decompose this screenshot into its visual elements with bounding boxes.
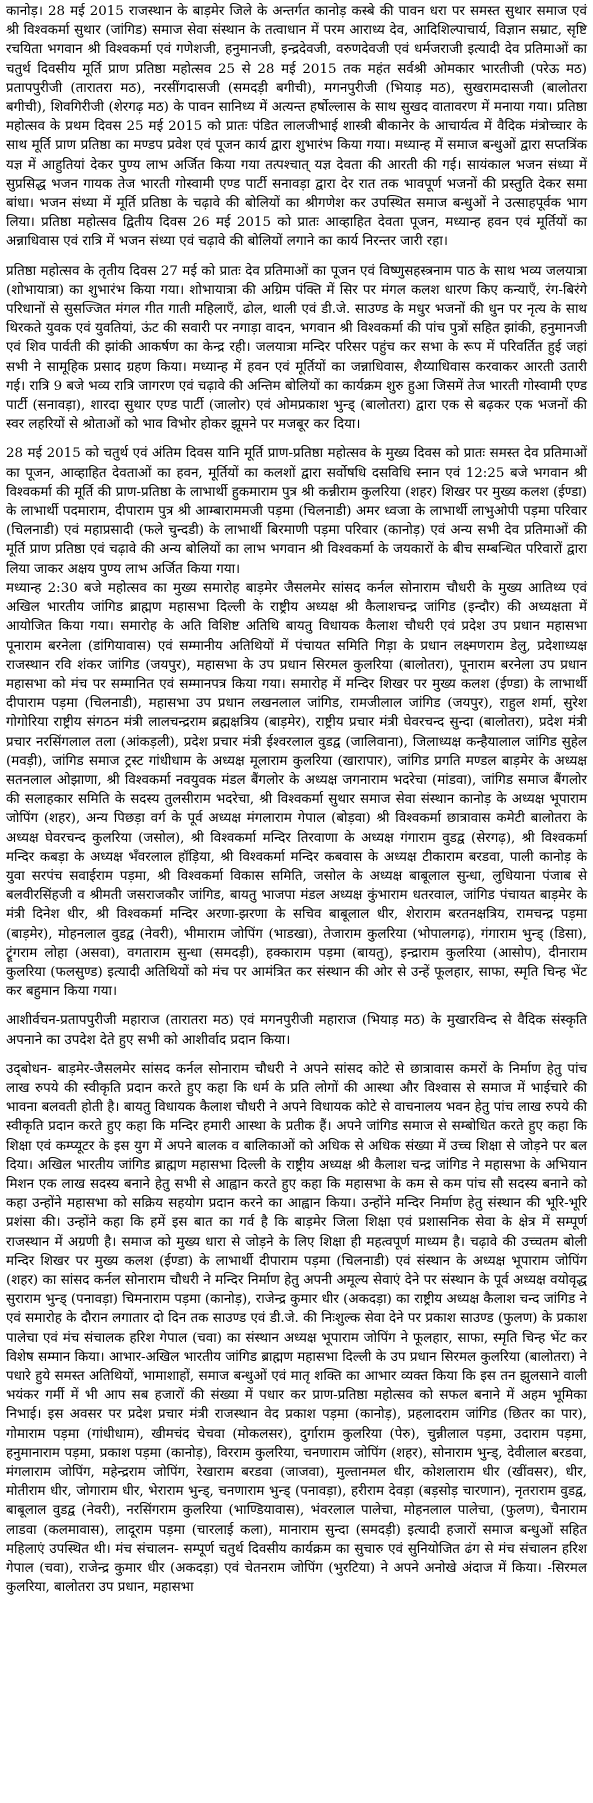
article-paragraph-procession: प्रतिष्ठा महोत्सव के तृतीय दिवस 27 मई को प्रातः देव प्रतिमाओं का पूजन एवं विष्णुसहस्त्रनाम पाठ के साथ भव्य जलयात्रा (शोभायात्रा) का शुभारंभ किया गया। शोभायात्रा की अग्रिम पंक्ति में सिर पर मंगल कलश धारण किए कन्याएँ, रंग-बिरंगे परिधानों से सुसज्जित मंगल गीत गाती महिलाएँ, ढोल, थाली एवं डी.जे. साउण्ड के मधुर भजनों की धुन पर नृत्य के साथ थिरकते युवक एवं युवतियां, ऊंट की सवारी पर नगाड़ा वादन, भगवान श्री विश्वकर्मा की पांच पुत्रों सहित झांकी, हनुमानजी एवं शिव पार्वती की झांकी आकर्षण का केन्द्र रही। जलयात्रा मन्दिर परिसर पहुंच कर सभा के रूप में परिवर्तित हुई जहां सभी ने सामूहिक प्रसाद ग्रहण किया। मध्यान्ह में हवन एवं मूर्तियों का जन्नाधिवास, शैय्याधिवास करवाकर आरती उतारी गई। रात्रि 9 बजे भव्य रात्रि जागरण एवं चढ़ावे की अन्तिम बोलियों का कार्यक्रम शुरु हुआ जिसमें तेज भारती गोस्वामी एण्ड पार्टी (सनावड़ा), शारदा सुथार एण्ड पार्टी (जालोर) एवं ओमप्रकाश भुन्ड्‌ (बालोतरा) द्वारा एक से बढ़कर एक भजनों की स्वर लहरियों से श्रोताओं को भाव विभोर होकर झूमने पर मजबूर कर दिया। [6, 263, 587, 433]
article-paragraph-main-day: 28 मई 2015 को चतुर्थ एवं अंतिम दिवस यानि मूर्ति प्राण-प्रतिष्ठा महोत्सव के मुख्य दिवस को प्रातः समस्त देव प्रतिमाओं का पूजन, आव्हाहित देवताओं का हवन, मूर्तियों का कलशों द्वारा सर्वोषधि दसविधि स्नान एवं 12:25 बजे भगवान श्री विश्वकर्मा की मूर्ति की प्राण-प्रतिष्ठा के लाभार्थी हुकमाराम पुत्र श्री कन्नीराम कुलरिया (शहर) शिखर पर मुख्य कलश (ईण्डा) के लाभार्थी पदमाराम, दीपाराम पुत्र श्री आम्बाराममजी पड़मा (चिलनाडी) अमर ध्वजा के लाभार्थी लाभुओपी पड़मा परिवार (चिलनाडी) एवं महाप्रसादी (फले चुन्दडी) के लाभार्थी बिरमाणी पड़मा परिवार (कानोड़) एवं अन्य सभी देव प्रतिमाओं की मूर्ति प्राण प्रतिष्ठा एवं चढ़ावे की अन्य बोलियों का लाभ भगवान श्री विश्वकर्मा के जयकारों के बीच सम्बन्धित परिवारों द्वारा लिया जाकर अक्षय पुण्य लाभ अर्जित किया गया। [6, 446, 587, 577]
article-paragraph-ceremony: मध्यान्ह 2:30 बजे महोत्सव का मुख्य समारोह बाड़मेर जैसलमेर सांसद कर्नल सोनाराम चौधरी के मुख्य आतिथ्य एवं अखिल भारतीय जांगिड ब्राह्मण महासभा दिल्ली के राष्ट्रीय अध्यक्ष श्री कैलाशचन्द्र जांगिड (इन्दौर) की अध्यक्षता में आयोजित किया गया। समारोह के अति विशिष्ट अतिथि बायतु विधायक कैलाश चौधरी एवं प्रदेश उप प्रधान महासभा पूनाराम बरनेला (डांगियावास) एवं सम्मानीय अतिथियों में पंचायत समिति गिड़ा के प्रधान लक्ष्मणराम डेलु, प्रदेशाध्यक्ष राजस्थान रवि शंकर जांगिड (जयपुर), महासभा के उप प्रधान सिरमल कुलरिया (बालोतरा), पूनाराम बरनेला उप प्रधान महासभा को मंच पर सम्मानित एवं सम्मानपत्र किया गया। समारोह में मन्दिर शिखर पर मुख्य कलश (ईण्डा) के लाभार्थी दीपाराम पड़मा (चिलनाडी), महासभा उप प्रधान लखनलाल जांगिड, रामजीलाल जांगिड (जयपुर), राहुल शर्मा, सुरेश गोगोरिया राष्ट्रीय संगठन मंत्री लालचन्द्रराम ब्रह्मक्षत्रिय (बाड़मेर), राष्ट्रीय प्रचार मंत्री घेवरचन्द सुन्दा (बालोतरा), प्रदेश मंत्री प्रचार नरसिंगलाल तला (आंकड़ली), प्रदेश प्रचार मंत्री ईश्वरलाल वुडद्व (जालिवाना), जिलाध्यक्ष कन्हैयालाल जांगिड सुहेल (मवड़ी), जांगिड समाज ट्रस्ट गांधीधाम के अध्यक्ष मूलाराम कुलरिया (खारापार), जांगिड प्रगति मण्डल बाड़मेर के अध्यक्ष सतनलाल ओझाणा, श्री विश्वकर्मा नवयुवक मंडल बैंगलोर के अध्यक्ष जगनाराम भदरेचा (मांडवा), जांगिड समाज बैंगलोर की सलाहकार समिति के सदस्य तुलसीराम भदरेचा, श्री विश्वकर्मा सुथार समाज सेवा संस्थान कानोड़ के अध्यक्ष भूपाराम जोपिंग (शहर), अन्य पिछड़ा वर्ग के पूर्व अध्यक्ष मंगलाराम गेपाल (बोड़वा) श्री विश्वकर्मा छात्रावास कमेटी बालोतरा के अध्यक्ष घेवरचन्द कुलरिया (जसोल), श्री विश्वकर्मा मन्दिर तिरवाणा के अध्यक्ष गंगाराम वुडद्व (सेरगढ़), श्री विश्वकर्मा मन्दिर कबड़ा के अध्यक्ष भँवरलाल हॉड़िया, श्री विश्वकर्मा मन्दिर कबवास के अध्यक्ष टीकाराम बरडवा, पाली कानोड़ के युवा सरपंच सवाईराम पड़मा, श्री विश्वकर्मा विकास समिति, जसोल के अध्यक्ष बाबूलाल सुन्धा, लुधियाना पंजाब से बलवीरसिंहजी व श्रीमती जसराजकौर जांगिड, बायतु भाजपा मंडल अध्यक्ष कुंभाराम धतरवाल, जांगिड पंचायत बाड़मेर के मंत्री दिनेश धीर, श्री विश्वकर्मा मन्दिर अरणा-झरणा के सचिव बाबूलाल धीर, शेराराम बरतनक्षत्रिय, रामचन्द्र पड़मा (बाड़मेर), मोहनलाल वुडद्व (नेवरी), भीमाराम जोपिंग (भाडखा), तेजाराम कुलरिया (भोपालगढ़), गंगाराम भुन्ड्‌ (डिसा), ट्रूंगराम लोहा (असवा), वगताराम सुन्धा (समदड़ी), हक्काराम पड़मा (बायतु), इन्द्राराम कुलरिया (आसोप), दीनाराम कुलरिया (फलसुण्ड) इत्यादी अतिथियों को मंच पर आमंत्रित कर संस्थान की ओर से उन्हें फूलहार, साफा, स्मृति चिन्ह भेंट कर बहुमान किया गया। [6, 580, 587, 1000]
article-paragraph-blessings: आशीर्वचन-प्रतापपुरीजी महाराज (तारातरा मठ) एवं मगनपुरीजी महाराज (भियाड़ मठ) के मुखारविन्द से वैदिक संस्कृति अपनाने का उपदेश देते हुए सभी को आशीर्वाद प्रदान किया। [6, 1013, 587, 1048]
article-paragraph-addresses: उद्‌बोधन- बाड़मेर-जैसलमेर सांसद कर्नल सोनाराम चौधरी ने अपने सांसद कोटे से छात्रावास कमरों के निर्माण हेतु पांच लाख रुपये की स्वीकृति प्रदान करते हुए कहा कि धर्म के प्रति लोगों की आस्था और विश्वास से समाज में भाईचारे की भावना बलवती होती है। बायतु विधायक कैलाश चौधरी ने अपने विधायक कोटे से वाचनालय भवन हेतु पांच लाख रुपये की स्वीकृति प्रदान करते हुए कहा कि मन्दिर हमारी आस्था के प्रतीक हैं। अपने जांगिड समाज से सम्बोधित करते हुए कहा कि शिक्षा एवं कम्प्यूटर के इस युग में अपने बालक व बालिकाओं को अधिक से अधिक संख्या में उच्च शिक्षा से जोड़ने पर बल दिया। अखिल भारतीय जांगिड ब्राह्मण महासभा दिल्ली के राष्ट्रीय अध्यक्ष श्री कैलाश चन्द्र जांगिड ने महासभा के अभियान मिशन एक लाख सदस्य बनाने हेतु सभी से आह्वान करते हुए कहा कि महासभा के कम से कम पांच सौ सदस्य बनाने को कहा उन्होंने महासभा को सक्रिय सहयोग प्रदान करने का आह्वान किया। उन्होंने मन्दिर निर्माण हेतु संस्थान की भूरि-भूरि प्रशंसा की। उन्होंने कहा कि हमें इस बात का गर्व है कि बाड़मेर जिला शिक्षा एवं प्रशासनिक सेवा के क्षेत्र में सम्पूर्ण राजस्थान में अग्रणी है। समाज को मुख्य धारा से जोड़ने के लिए शिक्षा ही महत्वपूर्ण माध्यम है। चढ़ावे की उच्चतम बोली मन्दिर शिखर पर मुख्य कलश (ईण्डा) के लाभार्थी दीपाराम पड़मा (चिलनाडी) एवं संस्थान के अध्यक्ष भूपाराम जोपिंग (शहर) का सांसद कर्नल सोनाराम चौधरी ने मन्दिर निर्माण हेतु अपनी अमूल्य सेवाएं देने पर संस्थान के पूर्व अध्यक्ष वयोवृद्ध सुराराम भुन्ड्‌ (पनावड़ा) चिमनाराम पड़मा (कानोड़), राजेन्द्र कुमार धीर (अकदड़ा) का राष्ट्रीय अध्यक्ष कैलाश चन्द जांगिड ने एवं समारोह के दौरान लगातार दो दिन तक साउण्ड एवं डी.जे. की निःशुल्क सेवा देने पर प्रकाश साउण्ड (फुलण) के प्रकाश पालेचा एवं मंच संचालक हरिश गेपाल (चवा) का संस्थान अध्यक्ष भूपाराम जोपिंग ने फूलहार, साफा, स्मृति चिन्ह भेंट कर विशेष सम्मान किया। आभार-अखिल भारतीय जांगिड ब्राह्मण महासभा दिल्ली के उप प्रधान सिरमल कुलरिया (बालोतरा) ने पधारे हुये समस्त अतिथियों, भामाशाहों, समाज बन्धुओं एवं मातृ शक्ति का आभार व्यक्त किया कि इस तन झुलसाने वाली भयंकर गर्मी में भी आप सब हजारों की संख्या में पधार कर प्राण-प्रतिष्ठा महोत्सव को सफल बनाने में अहम भूमिका निभाई। इस अवसर पर प्रदेश प्रचार मंत्री राजस्थान वेद प्रकाश पड़मा (कानोड़), प्रहलादराम जांगिड (छितर का पार), गोमाराम पड़मा (गांधीधाम), खीमचंद चेचवा (मोकलसर), दुर्गाराम कुलरिया (पेरु), चुन्नीलाल पड़मा, उदाराम पड़मा, हनुमानाराम पड़मा, प्रकाश पड़मा (कानोड़), विरराम कुलरिया, चनणाराम जोपिंग (शहर), सोनाराम भुन्ड्‌, देवीलाल बरडवा, मंगलाराम जोपिंग, महेन्द्रराम जोपिंग, रेखाराम बरडवा (जाजवा), मुल्तानमल धीर, कोशलाराम धीर (खींवसर), धीर, मोतीराम धीर, जोगाराम धीर, भेराराम भुन्ड्‌, चनणाराम भुन्ड्‌ (पनावड़ा), हरीराम देवड़ा (बड़सोड़ चारणान), नृतराराम वुडद्व, बाबूलाल वुडद्व (नेवरी), नरसिंगराम कुलरिया (भाण्डियावास), भंवरलाल पालेचा, मोहनलाल पालेचा, (फुलण), चैनाराम लाडवा (कलमावास), लादूराम पड़मा (चारलाई कला), मानाराम सुन्दा (समदड़ी) इत्यादी हजारों समाज बन्धुओं सहित महिलाएं उपस्थित थी। मंच संचालन- सम्पूर्ण चतुर्थ दिवसीय कार्यक्रम का सुचारु एवं सुनियोजित ढंग से मंच संचालन हरिश गेपाल (चवा), राजेन्द्र कुमार धीर (अकदड़ा) एवं चेतनराम जोपिंग (भुरटिया) ने अपने अनोखे अंदाज में किया। -सिरमल कुलरिया, बालोतरा उप प्रधान, महासभा [6, 1061, 587, 1596]
article-paragraph-opening: कानोड़। 28 मई 2015 राजस्थान के बाड़मेर जिले के अन्तर्गत कानोड़ कस्बे की पावन धरा पर समस्त सुथार समाज एवं श्री विश्वकर्मा सुथार (जांगिड) समाज सेवा संस्थान के तत्वाधान में परम आराध्य देव, आदिशिल्पाचार्य, विज्ञान सम्राट, सृष्टि रचयिता भगवान श्री विश्वकर्मा एवं गणेशजी, हनुमानजी, इन्द्रदेवजी, वरुणदेवजी एवं धर्मजराजी इत्यादी देव प्रतिमाओं का चतुर्थ दिवसीय मूर्ति प्राण प्रतिष्ठा महोत्सव 25 से 28 मई 2015 तक महंत सर्वश्री ओमकार भारतीजी (परेऊ मठ) प्रतापपुरीजी (तारातरा मठ), नरसींगदासजी (समदड़ी बगीची), मगनपुरीजी (भियाड़ मठ), सुखरामदासजी (बालोतरा बगीची), शिवगिरीजी (शेरगढ़ मठ) के पावन सानिध्य में अत्यन्त हर्षोल्लास के साथ सुखद वातावरण में मनाया गया। प्रतिष्ठा महोत्सव के प्रथम दिवस 25 मई 2015 को प्रातः पंडित लालजीभाई शास्त्री बीकानेर के आचार्यत्व में वैदिक मंत्रोच्चार के साथ मूर्ति प्राण प्रतिष्ठा का मण्डप प्रवेश एवं पूजन कार्य द्वारा शुभारंभ किया गया। मध्यान्ह में समाज बन्धुओं द्वारा सप्तत्रिंक यज्ञ में आहुतियां देकर पुण्य लाभ अर्जित किया गया तत्पश्चात् यज्ञ देवता की आरती की गई। सायंकाल भजन संध्या में सुप्रसिद्ध भजन गायक तेज भारती गोस्वामी एण्ड पार्टी सनावड़ा द्वारा देर रात तक भावपूर्ण भजनों की प्रस्तुति देकर समा बांधा। भजन संध्या में मूर्ति प्रतिष्ठा के चढ़ावे की बोलियों का श्रीगणेश कर उपस्थित समाज बन्धुओं ने उत्साहपूर्वक भाग लिया। प्रतिष्ठा महोत्सव द्वितीय दिवस 26 मई 2015 को प्रातः आव्हाहित देवता पूजन, मध्यान्ह हवन एवं मूर्तियों का अन्नाधिवास एवं रात्रि में भजन संध्या एवं चढ़ावे की बोलियों लगाने का कार्य निरन्तर जारी रहा। [6, 4, 587, 250]
